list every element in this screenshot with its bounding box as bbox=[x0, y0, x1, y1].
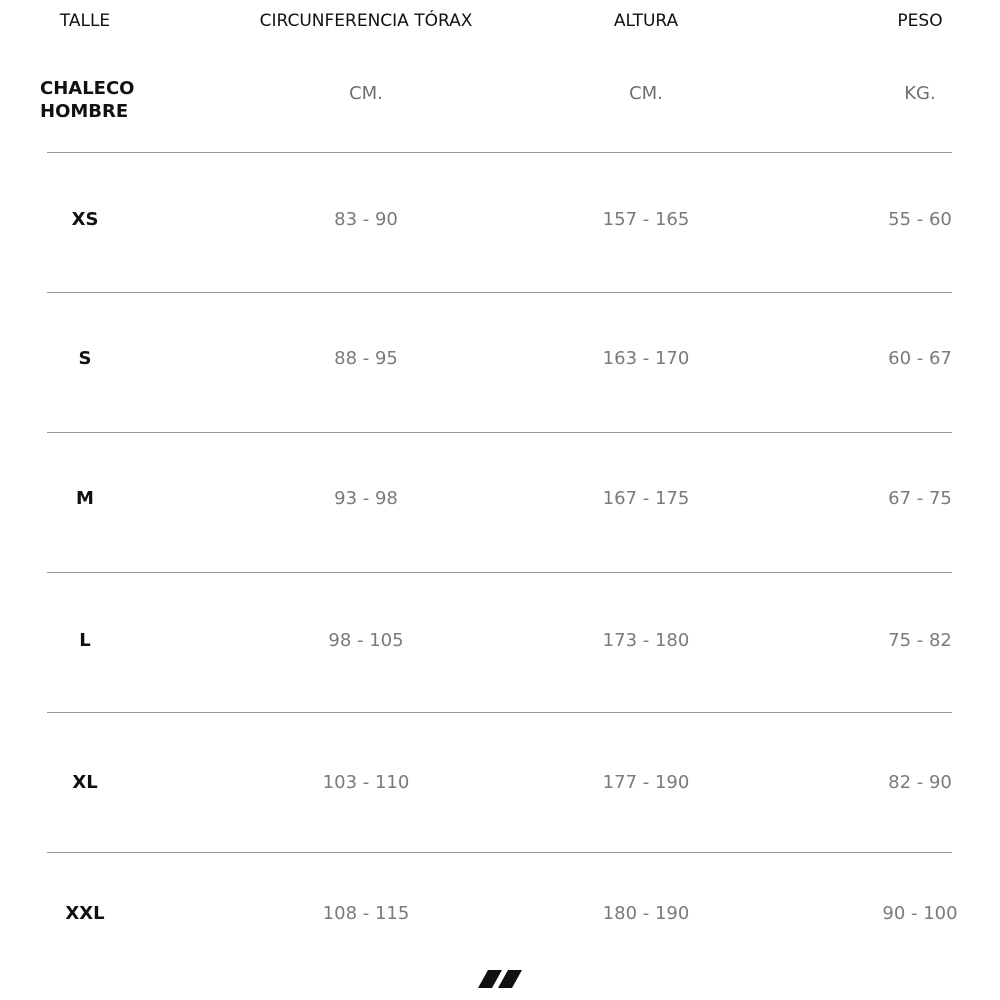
height-value: 157 - 165 bbox=[602, 209, 690, 230]
table-row bbox=[0, 621, 1000, 661]
header-weight: PESO bbox=[897, 11, 943, 31]
chest-value: 93 - 98 bbox=[334, 488, 398, 509]
size-label: XL bbox=[72, 772, 98, 793]
weight-value: 75 - 82 bbox=[888, 630, 952, 651]
size-label: M bbox=[76, 488, 94, 509]
table-row bbox=[0, 339, 1000, 379]
table-row bbox=[0, 479, 1000, 519]
table-row bbox=[0, 894, 1000, 934]
unit-chest: CM. bbox=[349, 83, 383, 104]
height-value: 173 - 180 bbox=[602, 630, 690, 651]
chest-value: 108 - 115 bbox=[322, 903, 410, 924]
height-value: 163 - 170 bbox=[602, 348, 690, 369]
table-row bbox=[0, 763, 1000, 803]
weight-value: 60 - 67 bbox=[888, 348, 952, 369]
brand-slash-logo-icon bbox=[478, 970, 524, 990]
chest-value: 103 - 110 bbox=[322, 772, 410, 793]
height-value: 177 - 190 bbox=[602, 772, 690, 793]
header-size: TALLE bbox=[59, 11, 111, 31]
size-label: XS bbox=[71, 209, 99, 230]
weight-value: 67 - 75 bbox=[888, 488, 952, 509]
product-label: CHALECO HOMBRE bbox=[40, 78, 135, 122]
row-divider bbox=[47, 292, 952, 293]
row-divider bbox=[47, 712, 952, 713]
table-row bbox=[0, 200, 1000, 240]
size-label: S bbox=[78, 348, 92, 369]
row-divider bbox=[47, 852, 952, 853]
header-chest: CIRCUNFERENCIA TÓRAX bbox=[259, 11, 473, 31]
unit-height: CM. bbox=[629, 83, 663, 104]
row-divider bbox=[47, 432, 952, 433]
height-value: 180 - 190 bbox=[602, 903, 690, 924]
chest-value: 83 - 90 bbox=[334, 209, 398, 230]
unit-weight: KG. bbox=[904, 83, 936, 104]
chest-value: 98 - 105 bbox=[328, 630, 404, 651]
size-label: L bbox=[79, 630, 91, 651]
weight-value: 82 - 90 bbox=[888, 772, 952, 793]
header-height: ALTURA bbox=[613, 11, 679, 31]
row-divider bbox=[47, 572, 952, 573]
weight-value: 90 - 100 bbox=[882, 903, 958, 924]
weight-value: 55 - 60 bbox=[888, 209, 952, 230]
height-value: 167 - 175 bbox=[602, 488, 690, 509]
size-label: XXL bbox=[65, 903, 105, 924]
row-divider bbox=[47, 152, 952, 153]
chest-value: 88 - 95 bbox=[334, 348, 398, 369]
